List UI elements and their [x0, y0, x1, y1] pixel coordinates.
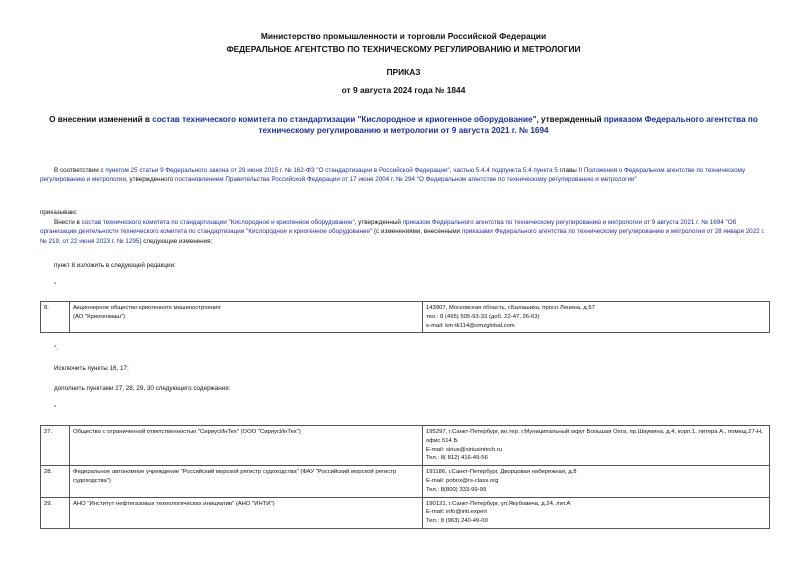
title-text-1: О внесении изменений в — [49, 115, 153, 124]
amend-text-3: (с изменениями, внесенными — [372, 228, 462, 236]
organization-cell — [70, 466, 423, 497]
preamble-text-3: главы — [557, 167, 579, 174]
title-text-2: , утвержденный — [536, 115, 604, 124]
table-row — [41, 466, 770, 497]
quote-open-2: " — [54, 405, 57, 412]
row-number: 27. — [41, 426, 70, 466]
organization-cell — [70, 302, 423, 333]
contacts-cell — [423, 497, 770, 528]
preamble-link-regulation[interactable]: II Положения о Федеральном агентстве по техническому регулированию и метрологии — [40, 167, 746, 184]
amend-link-orders[interactable]: приказами Федерального агентства по техническому регулированию и метрологии от 28 января 2022 г. № 219, от 22 июня 2023 г. № 1295 — [40, 228, 765, 245]
quote-open: " — [54, 282, 57, 289]
amend-text-1: Внести в — [54, 219, 82, 226]
organization-text: Акционерное общество криогенного машиностроения (АО "Криогенмаш") — [73, 305, 221, 320]
preamble-text-4: , утвержденного — [125, 176, 176, 184]
table-row — [41, 426, 770, 466]
organization-text: АНО "Институт нефтегазовых технологических инициатив" (АНО "ИНТИ") — [73, 500, 275, 507]
table-point-8 — [40, 301, 770, 333]
organization-text: Федеральное автономное учреждение "Российский морской регистр судоходства" (ФАУ "Российский морской регистр судоходства") — [73, 469, 397, 484]
contacts-cell — [423, 466, 770, 497]
organization-text: Общество с ограниченной ответственностью "СириусИнТех" (ООО "СириусИнТех") — [73, 429, 301, 435]
organization-cell — [70, 497, 423, 528]
preamble-text-1: В соответствии с — [54, 167, 106, 174]
preamble-link-part[interactable]: частью 5.4.4 подпункта 5.4 пункта 5 — [453, 167, 558, 174]
contacts-text: 190121, г.Санкт-Петербург, ул.Якубовича, д.24, лит.А E-mail: info@inti.expert Тел.: 8 (963) 240-49-00 — [426, 500, 571, 525]
amend-link-order[interactable]: приказом Федерального агентства по техническому регулированию и метрологии от 9 августа 2021 г. № 1694 "Об организации деятельности технического комитета по стандартизации "Кислородное и криогенное оборудование" — [40, 219, 737, 236]
contacts-cell — [423, 426, 770, 466]
amendment-paragraph — [40, 218, 770, 246]
preamble-link-law[interactable]: пунктом 25 статьи 9 Федерального закона от 29 июня 2015 г. № 162-ФЗ "О стандартизации в Российской Федерации" — [105, 167, 450, 174]
preamble-text-2: , — [449, 167, 454, 174]
contacts-text: 143907, Московская область, г.Балашиха, просп.Ленина, д.67 тел.: 8 (495) 505-93-33 (доб. 22-47, 26-63) e-mail: km-tk114@omzglobal.com — [426, 305, 595, 329]
ministry-name: Министерство промышленности и торговли Российской Федерации — [260, 31, 547, 41]
title-link-order[interactable]: приказом Федерального агентства по техническому регулированию и метрологии от 9 августа 2021 г. № 1694 — [258, 115, 758, 135]
table-points-27-29 — [40, 425, 770, 529]
organization-cell — [70, 426, 423, 466]
row-number: 28. — [41, 466, 70, 497]
point8-intro: пункт 8 изложить в следующей редакции: — [54, 262, 176, 269]
row-number: 29. — [41, 497, 70, 528]
document-title — [40, 114, 767, 136]
exclude-points: Исключить пункты 16, 17; — [54, 365, 129, 372]
row-number: 8. — [41, 302, 70, 333]
amend-text-2: , утвержденный — [354, 219, 403, 226]
document-date: от 9 августа 2024 года № 1844 — [341, 85, 466, 95]
title-link-committee[interactable]: состав технического комитета по стандартизации "Кислородное и криогенное оборудование" — [152, 115, 537, 124]
order-word: приказываю: — [40, 209, 78, 216]
document-type: ПРИКАЗ — [386, 67, 421, 77]
table-row — [41, 497, 770, 528]
contacts-text: 191186, г.Санкт-Петербург, Дворцовая набережная, д.8 E-mail: pobox@rs-class.org Тел.: 8(800) 333-99-99 — [426, 469, 577, 493]
preamble-link-decree[interactable]: постановлением Правительства Российской Федерации от 17 июня 2004 г. № 294 "О Федеральном агентстве по техническому регулированию и метрологии" — [175, 176, 637, 184]
amend-link-committee[interactable]: состав технического комитета по стандартизации "Кислородное и криогенное оборудование" — [81, 219, 355, 226]
quote-close: ". — [54, 345, 58, 352]
table-row — [41, 302, 770, 333]
contacts-text: 195297, г.Санкт-Петербург, вн.тер. г.Муниципальный округ Большая Охта, пр.Шаумяна, д.4, корп.1, литера А., помещ.27-Н, офис 514 Б. E-mail: sirius@siriusintech.ru Тел.: 8( 812) 416-49-56 — [426, 429, 763, 462]
contacts-cell — [423, 302, 770, 333]
agency-name: ФЕДЕРАЛЬНОЕ АГЕНТСТВО ПО ТЕХНИЧЕСКОМУ РЕГУЛИРОВАНИЮ И МЕТРОЛОГИИ — [226, 44, 581, 54]
amend-text-4: ) следующие изменения: — [139, 237, 213, 245]
add-points-intro: дополнить пунктами 27, 28, 29, 30 следующего содержания: — [54, 385, 231, 392]
preamble-paragraph — [40, 166, 770, 185]
